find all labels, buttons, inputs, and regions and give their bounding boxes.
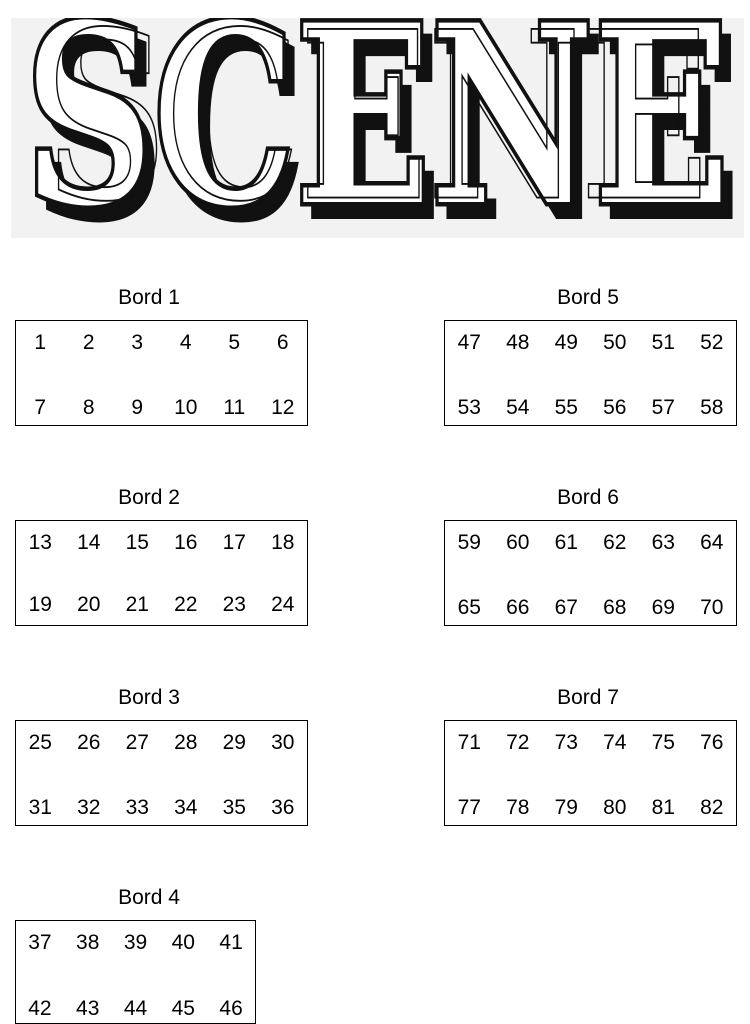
seat-row — [16, 531, 307, 555]
seat-number: 21 — [125, 593, 149, 616]
board-7 — [444, 686, 737, 826]
seat-number: 56 — [603, 396, 627, 419]
board-2 — [15, 486, 308, 626]
seat-row — [445, 596, 736, 620]
seat-number: 7 — [34, 396, 47, 419]
seat-number: 46 — [219, 997, 243, 1020]
seat-number: 52 — [700, 331, 724, 354]
seat-number: 36 — [271, 796, 295, 819]
seat-number: 59 — [457, 531, 481, 554]
seat-number: 54 — [506, 396, 530, 419]
seat-number: 78 — [506, 796, 530, 819]
seat-number: 13 — [28, 531, 52, 554]
seat-number: 55 — [554, 396, 578, 419]
seat-number: 15 — [125, 531, 149, 554]
seat-number: 77 — [457, 796, 481, 819]
seat-number: 72 — [506, 731, 530, 754]
seat-number: 62 — [603, 531, 627, 554]
seat-number: 34 — [174, 796, 198, 819]
seat-number: 19 — [28, 593, 52, 616]
seat-number: 74 — [603, 731, 627, 754]
seat-number: 17 — [222, 531, 246, 554]
seat-number: 71 — [457, 731, 481, 754]
board-table — [444, 720, 737, 826]
seat-row — [16, 931, 255, 955]
board-label: Bord 2 — [118, 486, 180, 509]
seat-number: 80 — [603, 796, 627, 819]
seat-number: 69 — [651, 596, 675, 619]
scene-title-shadow: SCENE — [34, 18, 740, 238]
board-table — [15, 720, 308, 826]
seat-number: 33 — [125, 796, 149, 819]
board-table — [15, 320, 308, 426]
seat-number: 44 — [123, 997, 148, 1020]
seat-number: 42 — [28, 997, 52, 1020]
board-3 — [15, 686, 308, 826]
seat-row — [445, 531, 736, 555]
board-label: Bord 4 — [118, 886, 180, 909]
board-label: Bord 3 — [118, 686, 180, 709]
seat-number: 20 — [77, 593, 101, 616]
seat-number: 43 — [76, 997, 100, 1020]
seat-number: 32 — [77, 796, 101, 819]
scene-title-inline: SCENE — [45, 18, 709, 238]
seat-number: 48 — [506, 331, 530, 354]
seat-number: 18 — [271, 531, 295, 554]
board-label: Bord 7 — [557, 686, 619, 709]
seat-number: 35 — [222, 796, 246, 819]
board-label: Bord 1 — [118, 286, 180, 309]
scene-title: SCENE — [24, 18, 730, 238]
seat-number: 75 — [651, 731, 675, 754]
seat-number: 65 — [457, 596, 481, 619]
seat-row — [16, 396, 307, 420]
seat-number: 12 — [271, 396, 295, 419]
seat-row — [445, 731, 736, 755]
seat-number: 38 — [76, 931, 100, 954]
scene-banner — [11, 18, 744, 238]
seat-number: 41 — [219, 931, 243, 954]
seat-number: 76 — [700, 731, 724, 754]
seat-number: 8 — [82, 396, 95, 419]
seat-number: 73 — [554, 731, 578, 754]
seat-number: 4 — [179, 331, 192, 354]
board-table — [15, 520, 308, 626]
seat-number: 68 — [603, 596, 627, 619]
seat-number: 70 — [700, 596, 724, 619]
seat-row — [445, 396, 736, 420]
seat-number: 27 — [125, 731, 149, 754]
seat-row — [16, 796, 307, 820]
seat-number: 50 — [603, 331, 627, 354]
seat-number: 58 — [700, 396, 724, 419]
seat-row — [16, 593, 307, 617]
seat-row — [16, 331, 307, 355]
seat-number: 2 — [82, 331, 95, 354]
seat-number: 10 — [174, 396, 198, 419]
board-label: Bord 6 — [557, 486, 619, 509]
seat-number: 63 — [651, 531, 675, 554]
seat-number: 60 — [506, 531, 530, 554]
board-4 — [15, 886, 256, 1024]
board-table — [15, 920, 256, 1024]
seat-number: 16 — [174, 531, 198, 554]
seat-number: 66 — [506, 596, 530, 619]
seat-number: 30 — [271, 731, 295, 754]
seat-number: 22 — [174, 593, 198, 616]
seat-number: 31 — [28, 796, 52, 819]
seat-row — [16, 731, 307, 755]
seat-number: 1 — [34, 331, 47, 354]
seat-number: 64 — [700, 531, 724, 554]
seat-number: 82 — [700, 796, 724, 819]
seat-number: 49 — [554, 331, 578, 354]
seat-row — [16, 997, 255, 1021]
seat-number: 3 — [131, 331, 144, 354]
board-5 — [444, 286, 737, 426]
seat-number: 11 — [223, 396, 246, 419]
seat-number: 9 — [131, 396, 144, 419]
seat-row — [445, 331, 736, 355]
seat-number: 29 — [222, 731, 246, 754]
seat-number: 81 — [651, 796, 675, 819]
seat-number: 14 — [77, 531, 101, 554]
seat-number: 39 — [123, 931, 148, 954]
seat-number: 47 — [457, 331, 481, 354]
seat-number: 6 — [276, 331, 289, 354]
scene-title-graphic — [11, 18, 744, 238]
board-table — [444, 520, 737, 626]
seat-number: 40 — [171, 931, 195, 954]
seat-row — [445, 796, 736, 820]
seat-number: 53 — [457, 396, 481, 419]
seat-number: 67 — [554, 596, 578, 619]
seat-number: 61 — [554, 531, 578, 554]
seat-number: 26 — [77, 731, 101, 754]
board-table — [444, 320, 737, 426]
seat-number: 5 — [228, 331, 241, 354]
board-1 — [15, 286, 308, 426]
seat-number: 28 — [174, 731, 198, 754]
seat-number: 45 — [171, 997, 195, 1020]
seat-number: 79 — [554, 796, 578, 819]
seat-number: 25 — [28, 731, 52, 754]
seat-number: 37 — [28, 931, 52, 954]
board-6 — [444, 486, 737, 626]
seat-number: 51 — [651, 331, 675, 354]
seat-number: 57 — [651, 396, 675, 419]
board-label: Bord 5 — [557, 286, 619, 309]
seat-number: 23 — [222, 593, 246, 616]
seat-number: 24 — [271, 593, 295, 616]
